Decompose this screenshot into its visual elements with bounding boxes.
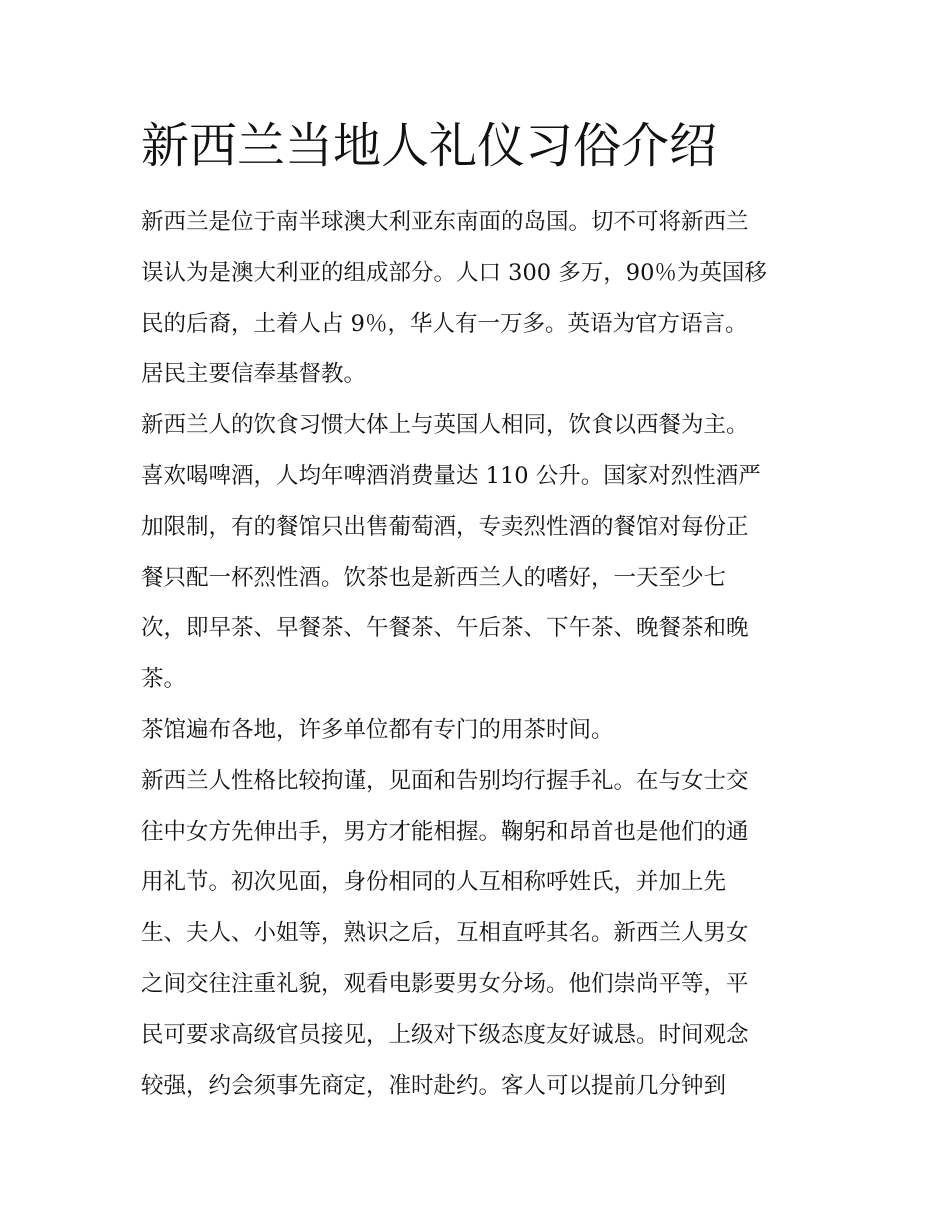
paragraph-3 bbox=[141, 705, 813, 756]
paragraph-2 bbox=[141, 400, 813, 705]
text-line: 误认为是澳大利亚的组成部分。人口 300 多万，90％为英国移 bbox=[141, 259, 767, 286]
text-line: 茶。 bbox=[141, 666, 187, 693]
paragraph-4 bbox=[141, 756, 813, 1112]
text-line: 新西兰是位于南半球澳大利亚东南面的岛国。切不可将新西兰 bbox=[141, 209, 749, 235]
text-line: 用礼节。初次见面，身份相同的人互相称呼姓氏，并加上先 bbox=[141, 869, 727, 896]
text-line: 次，即早茶、早餐茶、午餐茶、午后茶、下午茶、晚餐茶和晚 bbox=[141, 615, 749, 642]
text-line: 生、夫人、小姐等，熟识之后，互相直呼其名。新西兰人男女 bbox=[141, 920, 749, 947]
text-line: 新西兰人的饮食习惯大体上与英国人相同，饮食以西餐为主。 bbox=[141, 412, 749, 439]
document-content bbox=[141, 112, 813, 1111]
document-body bbox=[141, 197, 813, 1111]
text-line: 民的后裔，土着人占 9％，华人有一万多。英语为官方语言。 bbox=[141, 310, 748, 337]
text-line: 民可要求高级官员接见，上级对下级态度友好诚恳。时间观念 bbox=[141, 1021, 749, 1048]
text-line: 之间交往注重礼貌，观看电影要男女分场。他们崇尚平等，平 bbox=[141, 970, 749, 997]
paragraph-1 bbox=[141, 197, 813, 400]
document-title: 新西兰当地人礼仪习俗介绍 bbox=[141, 118, 718, 174]
text-line: 新西兰人性格比较拘谨，见面和告别均行握手礼。在与女士交 bbox=[141, 767, 749, 794]
text-line: 较强，约会须事先商定，准时赴约。客人可以提前几分钟到 bbox=[141, 1072, 727, 1099]
text-line: 加限制，有的餐馆只出售葡萄酒，专卖烈性酒的餐馆对每份正 bbox=[141, 513, 749, 540]
text-line: 往中女方先伸出手，男方才能相握。鞠躬和昂首也是他们的通 bbox=[141, 818, 749, 845]
text-line: 居民主要信奉基督教。 bbox=[141, 361, 367, 388]
text-line: 茶馆遍布各地，许多单位都有专门的用茶时间。 bbox=[141, 716, 614, 743]
text-line: 餐只配一杯烈性酒。饮茶也是新西兰人的嗜好，一天至少七 bbox=[141, 564, 727, 591]
text-line: 喜欢喝啤酒，人均年啤酒消费量达 110 公升。国家对烈性酒严 bbox=[141, 462, 761, 489]
